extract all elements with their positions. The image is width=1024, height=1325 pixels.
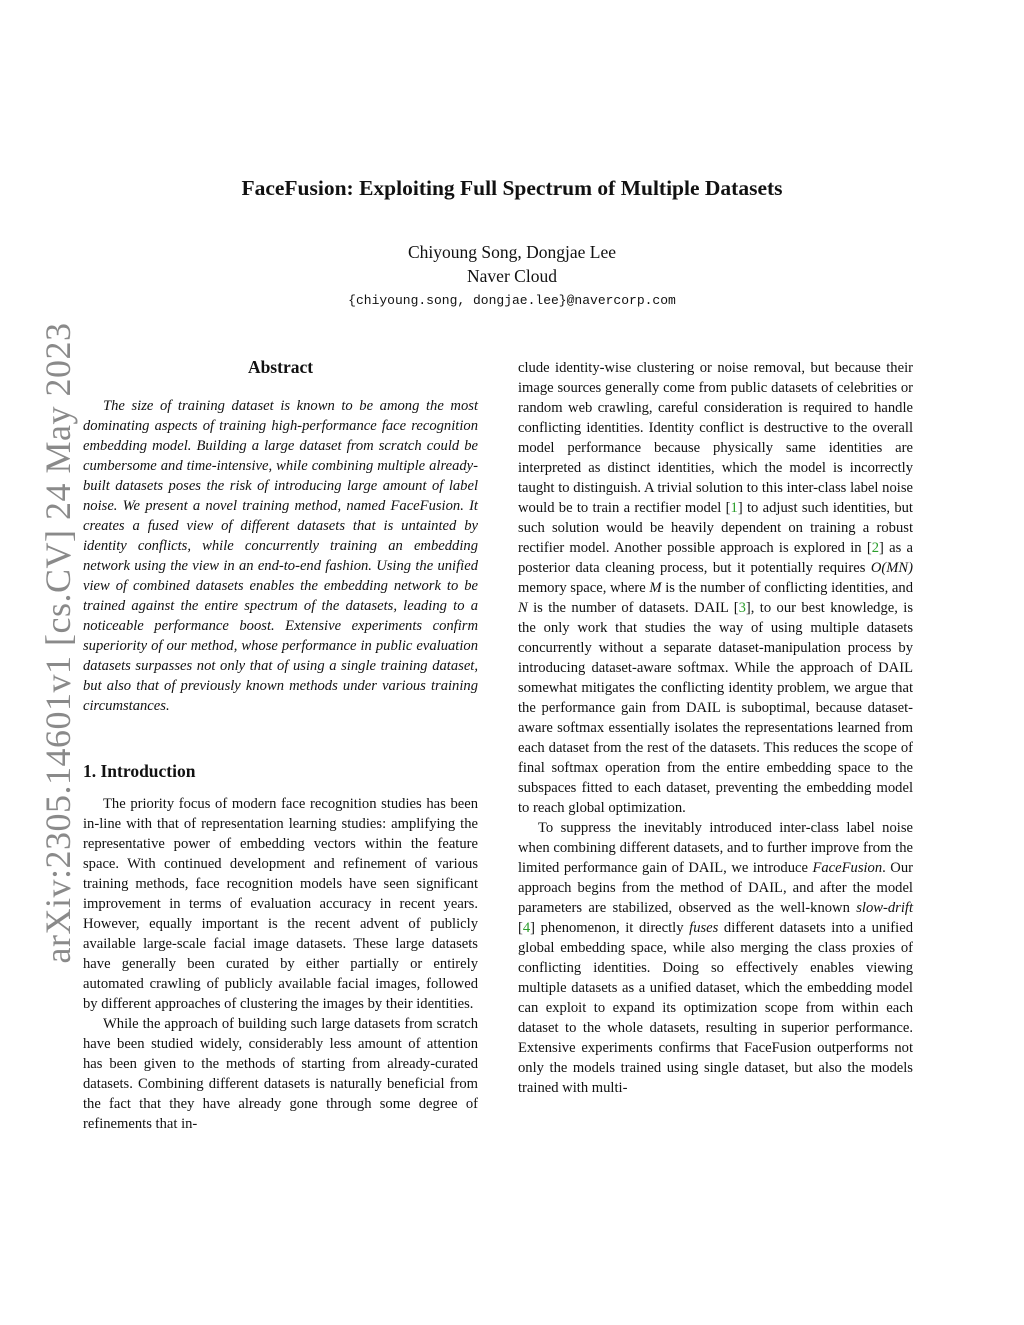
intro-paragraph-3: To suppress the inevitably introduced inter-class label noise when combining different datasets, and to further improve from the limited performance gain of DAIL, we introduce FaceFusion. Our approach begins from the method of DAIL, and after the model parameters are stabilized, observed as the well-known slow-drift [4] phenomenon, it directly fuses different datasets into a unified global embedding space, while also merging the class proxies of conflicting identities. Doing so effectively enables viewing multiple datasets as a unified dataset, which the embedding model can exploit to expand its optimization scope from within each dataset to the whole datasets, resulting in superior performance. Extensive experiments confirms that FaceFusion outperforms not only the models trained using single dataset, but also the models trained with multi- bbox=[518, 820, 913, 1096]
authors: Chiyoung Song, Dongjae Lee bbox=[407, 242, 617, 262]
emphasis-text: slow-drift bbox=[856, 900, 913, 916]
left-column bbox=[83, 356, 478, 1134]
method-name: FaceFusion bbox=[812, 860, 883, 876]
intro-paragraph-1: The priority focus of modern face recognition studies has been in-line with that of representation learning studies: amplifying the representative power of embedding vectors within the feature space. With continued development and refinement of various training methods, face recognition models have seen significant improvement in terms of evaluation accuracy in recent years. However, equally important is the recent advent of publicly available large-scale facial image datasets. These large datasets have generally been curated by either partially or entirely automated crawling of publicly available facial images, followed by different approaches of clustering the images by their identities. bbox=[83, 796, 478, 1012]
section-heading-introduction: 1. Introduction bbox=[83, 761, 196, 781]
affiliation: Naver Cloud bbox=[467, 266, 557, 286]
citation-link[interactable]: 2 bbox=[871, 540, 879, 556]
citation-link[interactable]: 1 bbox=[730, 500, 738, 516]
arxiv-stamp: arXiv:2305.14601v1 [cs.CV] 24 May 2023 bbox=[38, 322, 78, 964]
math-expression: O(MN) bbox=[870, 560, 913, 576]
emphasis-text: fuses bbox=[689, 920, 719, 936]
citation-link[interactable]: 3 bbox=[738, 600, 746, 616]
author-email bbox=[0, 290, 1024, 311]
email-text: {chiyoung.song, dongjae.lee}@navercorp.com bbox=[348, 293, 676, 308]
abstract-text: The size of training dataset is known to be among the most dominating aspects of training high-performance face recognition embedding model. Building a large dataset from scratch could be cumbersome and time-intensive, while combining multiple already-built datasets poses the risk of introducing large amount of label noise. We present a novel training method, named FaceFusion. It creates a fused view of different datasets that is untainted by identity conflicts, while concurrently training an embedding network using the view in an end-to-end fashion. Using the unified view of combined datasets enables the embedding network to be trained against the entire spectrum of the datasets, leading to a noticeable performance boost. Extensive experiments confirm superiority of our method, whose performance in public evaluation datasets surpasses not only that of using a single training dataset, but also that of previously known methods under various training circumstances. bbox=[83, 398, 478, 714]
citation-link[interactable]: 4 bbox=[522, 920, 531, 936]
math-variable: N bbox=[518, 600, 528, 616]
intro-paragraph-2-continued: clude identity-wise clustering or noise removal, but because their image sources generally come from public datasets of celebrities or random web crawling, careful consideration is required to handle conflicting identities. Identity conflict is destructive to the overall model performance because physically same identities are interpreted as distinct identities, which the model is incorrectly taught to distinguish. A trivial solution to this inter-class label noise would be to train a rectifier model [1] to adjust such identities, but such solution would be heavily dependent on training a robust rectifier model. Another possible approach is explored in [2] as a posterior data cleaning process, but it potentially requires O(MN) memory space, where M is the number of conflicting identities, and N is the number of datasets. DAIL [3], to our best knowledge, is the only work that studies the way of using multiple datasets concurrently without a separate dataset-manipulation process by introducing dataset-aware softmax. While the approach of DAIL somewhat mitigates the conflicting identity problem, we argue that the performance gain from DAIL is suboptimal, because dataset-aware softmax essentially isolates the representations learned from each dataset from the rest of the datasets. This reduces the scope of final softmax operation from the entire embedding space to the subspaces fitted to each dataset, preventing the embedding model to reach global optimization. bbox=[518, 360, 914, 816]
math-variable: M bbox=[649, 580, 662, 596]
abstract-heading: Abstract bbox=[247, 357, 314, 377]
intro-paragraph-2: While the approach of building such large datasets from scratch have been studied widely, considerably less amount of attention has been given to the methods of starting from already-curated datasets. Combining different datasets is naturally beneficial from the fact that they have already gone through some degree of refinements that in- bbox=[83, 1016, 478, 1132]
paper-title: FaceFusion: Exploiting Full Spectrum of Multiple Datasets bbox=[241, 176, 783, 200]
right-column bbox=[518, 358, 913, 1098]
